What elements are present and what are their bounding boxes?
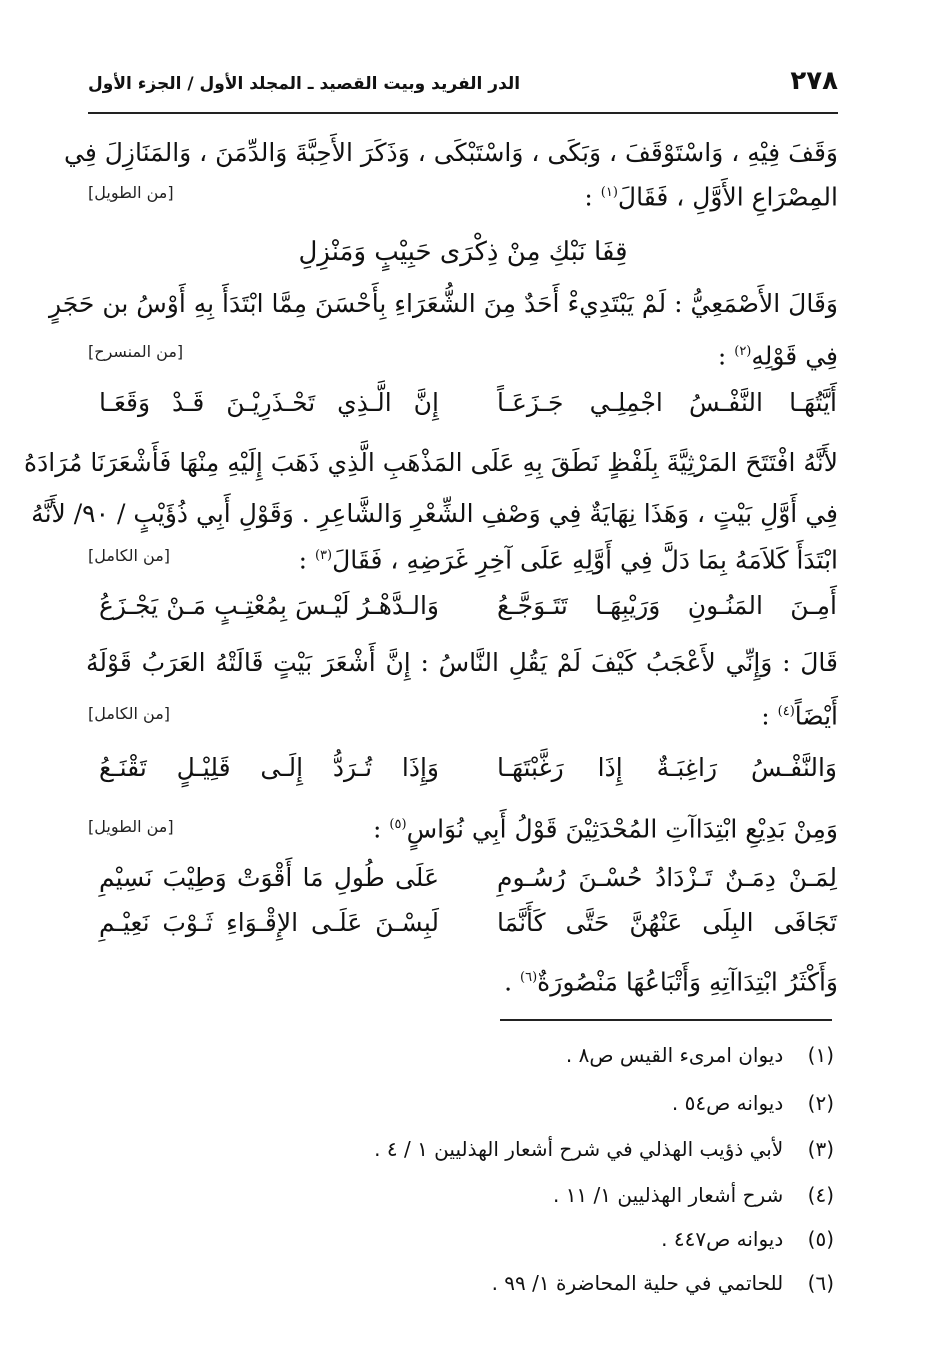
footnote-text: شرح أشعار الهذليين ١/ ١١ . <box>552 1183 784 1207</box>
text-segment: : <box>584 182 601 212</box>
text-segment: وَمِنْ بَدِيْعِ ابْتِدَاآتِ المُحْدَثِيْنَ قَوْلُ أَبِي نُوَاسٍ <box>406 814 838 844</box>
text-segment: فِي قَوْلِهِ <box>751 341 838 371</box>
text-line: وَقَفَ فِيْهِ ، وَاسْتَوْقَفَ ، وَبَكَى ، وَاسْتَبْكَى ، وَذَكَرَ الأَحِبَّةَ وَالدِّمَنَ ، وَالمَنَازِلَ فِي <box>64 138 838 167</box>
meter-label: [من الكامل] <box>88 546 171 565</box>
footnote-text: لأبي ذؤيب الهذلي في شرح أشعار الهذليين ١ / ٤ . <box>374 1137 784 1161</box>
footnote <box>672 1088 834 1118</box>
verse-hemistich-second: وَالـدَّهْـرُ لَيْـسَ بِمُعْتِـبٍ مَـنْ يَجْـزَعُ <box>99 591 439 620</box>
page-header <box>88 62 838 102</box>
footnote-ref[interactable]: (٢) <box>734 344 752 359</box>
text-segment: . <box>504 967 521 997</box>
text-segment: : <box>717 341 735 371</box>
verse-hemistich-second: إِنَّ الَّـذِي تَحْـذَرِيْـنَ قَـدْ وَقَعَـا <box>99 388 439 417</box>
footnote-number: (٢) <box>807 1091 834 1115</box>
text-line <box>373 805 838 849</box>
text-segment: : <box>761 701 778 731</box>
footnote <box>566 1040 834 1070</box>
meter-label: [من الطويل] <box>88 817 174 836</box>
verse-hemistich-second: عَلَى طُولِ مَا أَقْوَتْ وَطِيْبَ نَسِيْمِ <box>99 863 439 892</box>
footnote-text: ديوانه ص٤٤٧ . <box>661 1227 784 1251</box>
text-segment: المِصْرَاعِ الأَوَّلِ ، فَقَالَ <box>617 182 838 212</box>
footnote-text: للحاتمي في حلية المحاضرة ١/ ٩٩ . <box>491 1271 784 1295</box>
verse-line <box>87 903 837 943</box>
footnote-ref[interactable]: (١) <box>600 185 618 200</box>
footnote-ref[interactable]: (٦) <box>520 970 538 985</box>
text-segment: : <box>298 545 315 575</box>
footnote <box>374 1134 834 1164</box>
verse-hemistich-second: لَبِسْـنَ عَلَـى الإِقْـوَاءِ ثَـوْبَ نَعِيْـمِ <box>99 908 439 937</box>
footnote-number: (٦) <box>807 1271 834 1295</box>
footnote <box>553 1180 834 1210</box>
footnote <box>492 1268 834 1298</box>
text-line <box>504 958 838 1002</box>
footnote-ref[interactable]: (٥) <box>389 817 407 832</box>
meter-label: [من الكامل] <box>88 704 171 723</box>
text-line <box>761 692 838 736</box>
verse-line <box>87 748 837 788</box>
footnote-rule <box>500 1019 832 1021</box>
text-segment: وَأَكْثَرُ ابْتِدَاآتِهِ وَأَتْبَاعُهَا مَنْصُورَةٌ <box>537 967 838 997</box>
footnote-number: (٣) <box>807 1137 834 1161</box>
verse-hemistich-second: وَإِذَا تُـرَدُّ إِلَـى قَلِيْـلٍ تَقْنَـعُ <box>99 753 439 782</box>
text-line <box>584 173 838 217</box>
page-number: ٢٧٨ <box>790 66 838 96</box>
meter-label: [من الطويل] <box>88 183 174 202</box>
text-line: فِي أَوَّلِ بَيْتٍ ، وَهَذَا نِهَايَةٌ فِي وَصْفِ الشِّعْرِ وَالشَّاعِرِ . وَقَوْلِ أَبِي ذُؤَيْبٍ / ٩٠/ لأَنَّهُ <box>31 499 838 528</box>
footnote <box>661 1224 834 1254</box>
verse-hemistich-first: أَمِـنَ المَنُـونِ وَرَيْبِهَـا تَتَـوَجَّـعُ <box>497 591 837 620</box>
text-segment: ابْتَدَأَ كَلاَمَهُ بِمَا دَلَّ فِي أَوَّلِهِ عَلَى آخِرِ غَرَضِهِ ، فَقَالَ <box>332 545 838 575</box>
verse-line <box>87 383 837 423</box>
verse-line <box>87 586 837 626</box>
text-line <box>718 332 838 376</box>
footnote-ref[interactable]: (٣) <box>314 548 333 563</box>
footnote-text: ديوانه ص٥٤ . <box>671 1091 784 1115</box>
meter-label: [من المنسرح] <box>88 342 184 361</box>
footnote-number: (٤) <box>807 1183 834 1207</box>
verse-hemistich-first: وَالنَّفْـسُ رَاغِبَـةٌ إِذَا رَغَّبْتَهَـا <box>497 753 837 782</box>
verse-hemistich-first: تَجَافَى البِلَى عَنْهُنَّ حَتَّى كَأَنَّمَا <box>497 908 837 937</box>
header-rule <box>88 112 838 114</box>
footnote-number: (١) <box>807 1043 834 1067</box>
footnote-number: (٥) <box>807 1227 834 1251</box>
footnote-ref[interactable]: (٤) <box>777 704 795 719</box>
text-segment: : <box>373 814 390 844</box>
text-line: لأَنَّهُ افْتَتَحَ المَرْثِيَّةَ بِلَفْظٍ نَطَقَ بِهِ عَلَى المَذْهَبِ الَّذِي ذَهَبَ إِلَيْهِ مِنْهَا فَأَشْعَرَنَا مُرَادَهُ <box>24 448 838 477</box>
running-title: الدر الفريد وبيت القصيد ـ المجلد الأول / الجزء الأول <box>88 74 521 94</box>
verse-hemistich-first: لِمَـنْ دِمَـنٌ تَـزْدَادُ حُسْـنَ رُسُـومِ <box>497 863 837 892</box>
verse-line <box>87 858 837 898</box>
footnote-text: ديوان امرىء القيس ص٨ . <box>565 1043 784 1067</box>
verse-hemistich-first: أَيَّتُهَـا النَّفْـسُ اجْمِلِـي جَـزَعَـاً <box>497 388 837 417</box>
text-line: وَقَالَ الأَصْمَعِيُّ : لَمْ يَبْتَدِيءْ أَحَدٌ مِنَ الشُّعَرَاءِ بِأَحْسَنَ مِمَّا ابْتَدَأَ بِهِ أَوْسُ بن حَجَرٍ <box>49 289 838 318</box>
text-segment: أَيْضَاً <box>794 701 838 731</box>
text-line: قَالَ : وَإِنِّي لأَعْجَبُ كَيْفَ لَمْ يَقُلِ النَّاسُ : إِنَّ أَشْعَرَ بَيْتٍ قَالَتْهُ العَرَبُ قَوْلَهُ <box>86 648 838 677</box>
text-line <box>299 536 838 580</box>
verse-single: قِفَا نَبْكِ مِنْ ذِكْرَى حَبِيْبٍ وَمَنْزِلِ <box>298 237 628 267</box>
